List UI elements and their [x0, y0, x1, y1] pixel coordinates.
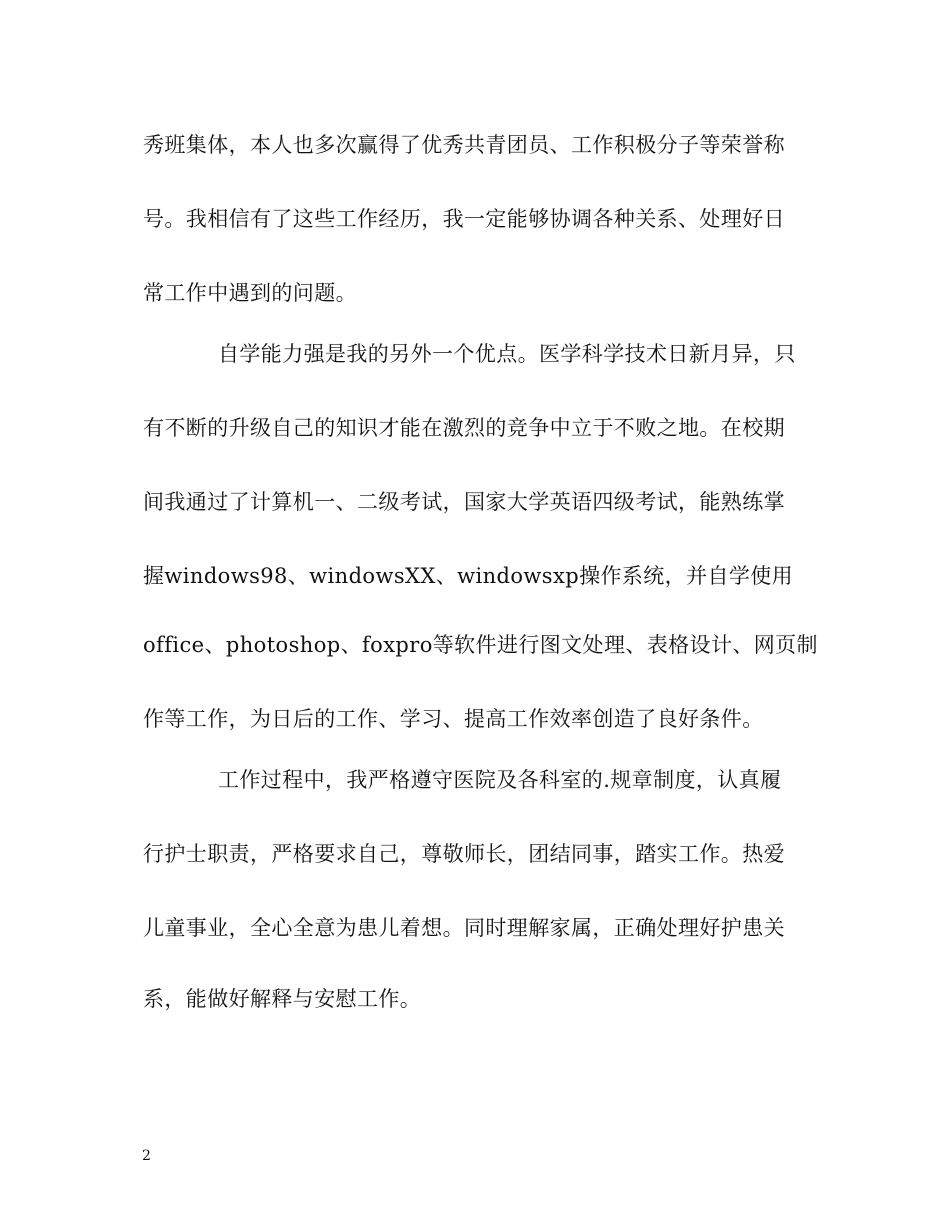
text-line: 常工作中遇到的问题。 — [143, 281, 357, 305]
text-line: 自学能力强是我的另外一个优点。医学科学技术日新月异，只 — [218, 342, 796, 366]
text-line: 有不断的升级自己的知识才能在激烈的竞争中立于不败之地。在校期 — [143, 416, 785, 440]
text-line: 间我通过了计算机一、二级考试，国家大学英语四级考试，能熟练掌 — [143, 490, 785, 514]
text-line: 行护士职责，严格要求自己，尊敬师长，团结同事，踏实工作。热爱 — [143, 842, 785, 866]
text-line: 系，能做好解释与安慰工作。 — [143, 987, 422, 1011]
text-line: 秀班集体，本人也多次赢得了优秀共青团员、工作积极分子等荣誉称 — [143, 133, 785, 157]
text-line: office、photoshop、foxpro等软件进行图文处理、表格设计、网页制 — [143, 633, 818, 657]
text-line: 号。我相信有了这些工作经历，我一定能够协调各种关系、处理好日 — [143, 207, 785, 231]
text-line: 作等工作，为日后的工作、学习、提高工作效率创造了良好条件。 — [143, 707, 764, 731]
text-line: 握windows98、windowsXX、windowsxp操作系统，并自学使用 — [143, 564, 794, 588]
text-line: 工作过程中，我严格遵守医院及各科室的.规章制度，认真履 — [218, 768, 782, 792]
page-number: 2 — [142, 1148, 151, 1164]
text-line: 儿童事业，全心全意为患儿着想。同时理解家属，正确处理好护患关 — [143, 916, 785, 940]
